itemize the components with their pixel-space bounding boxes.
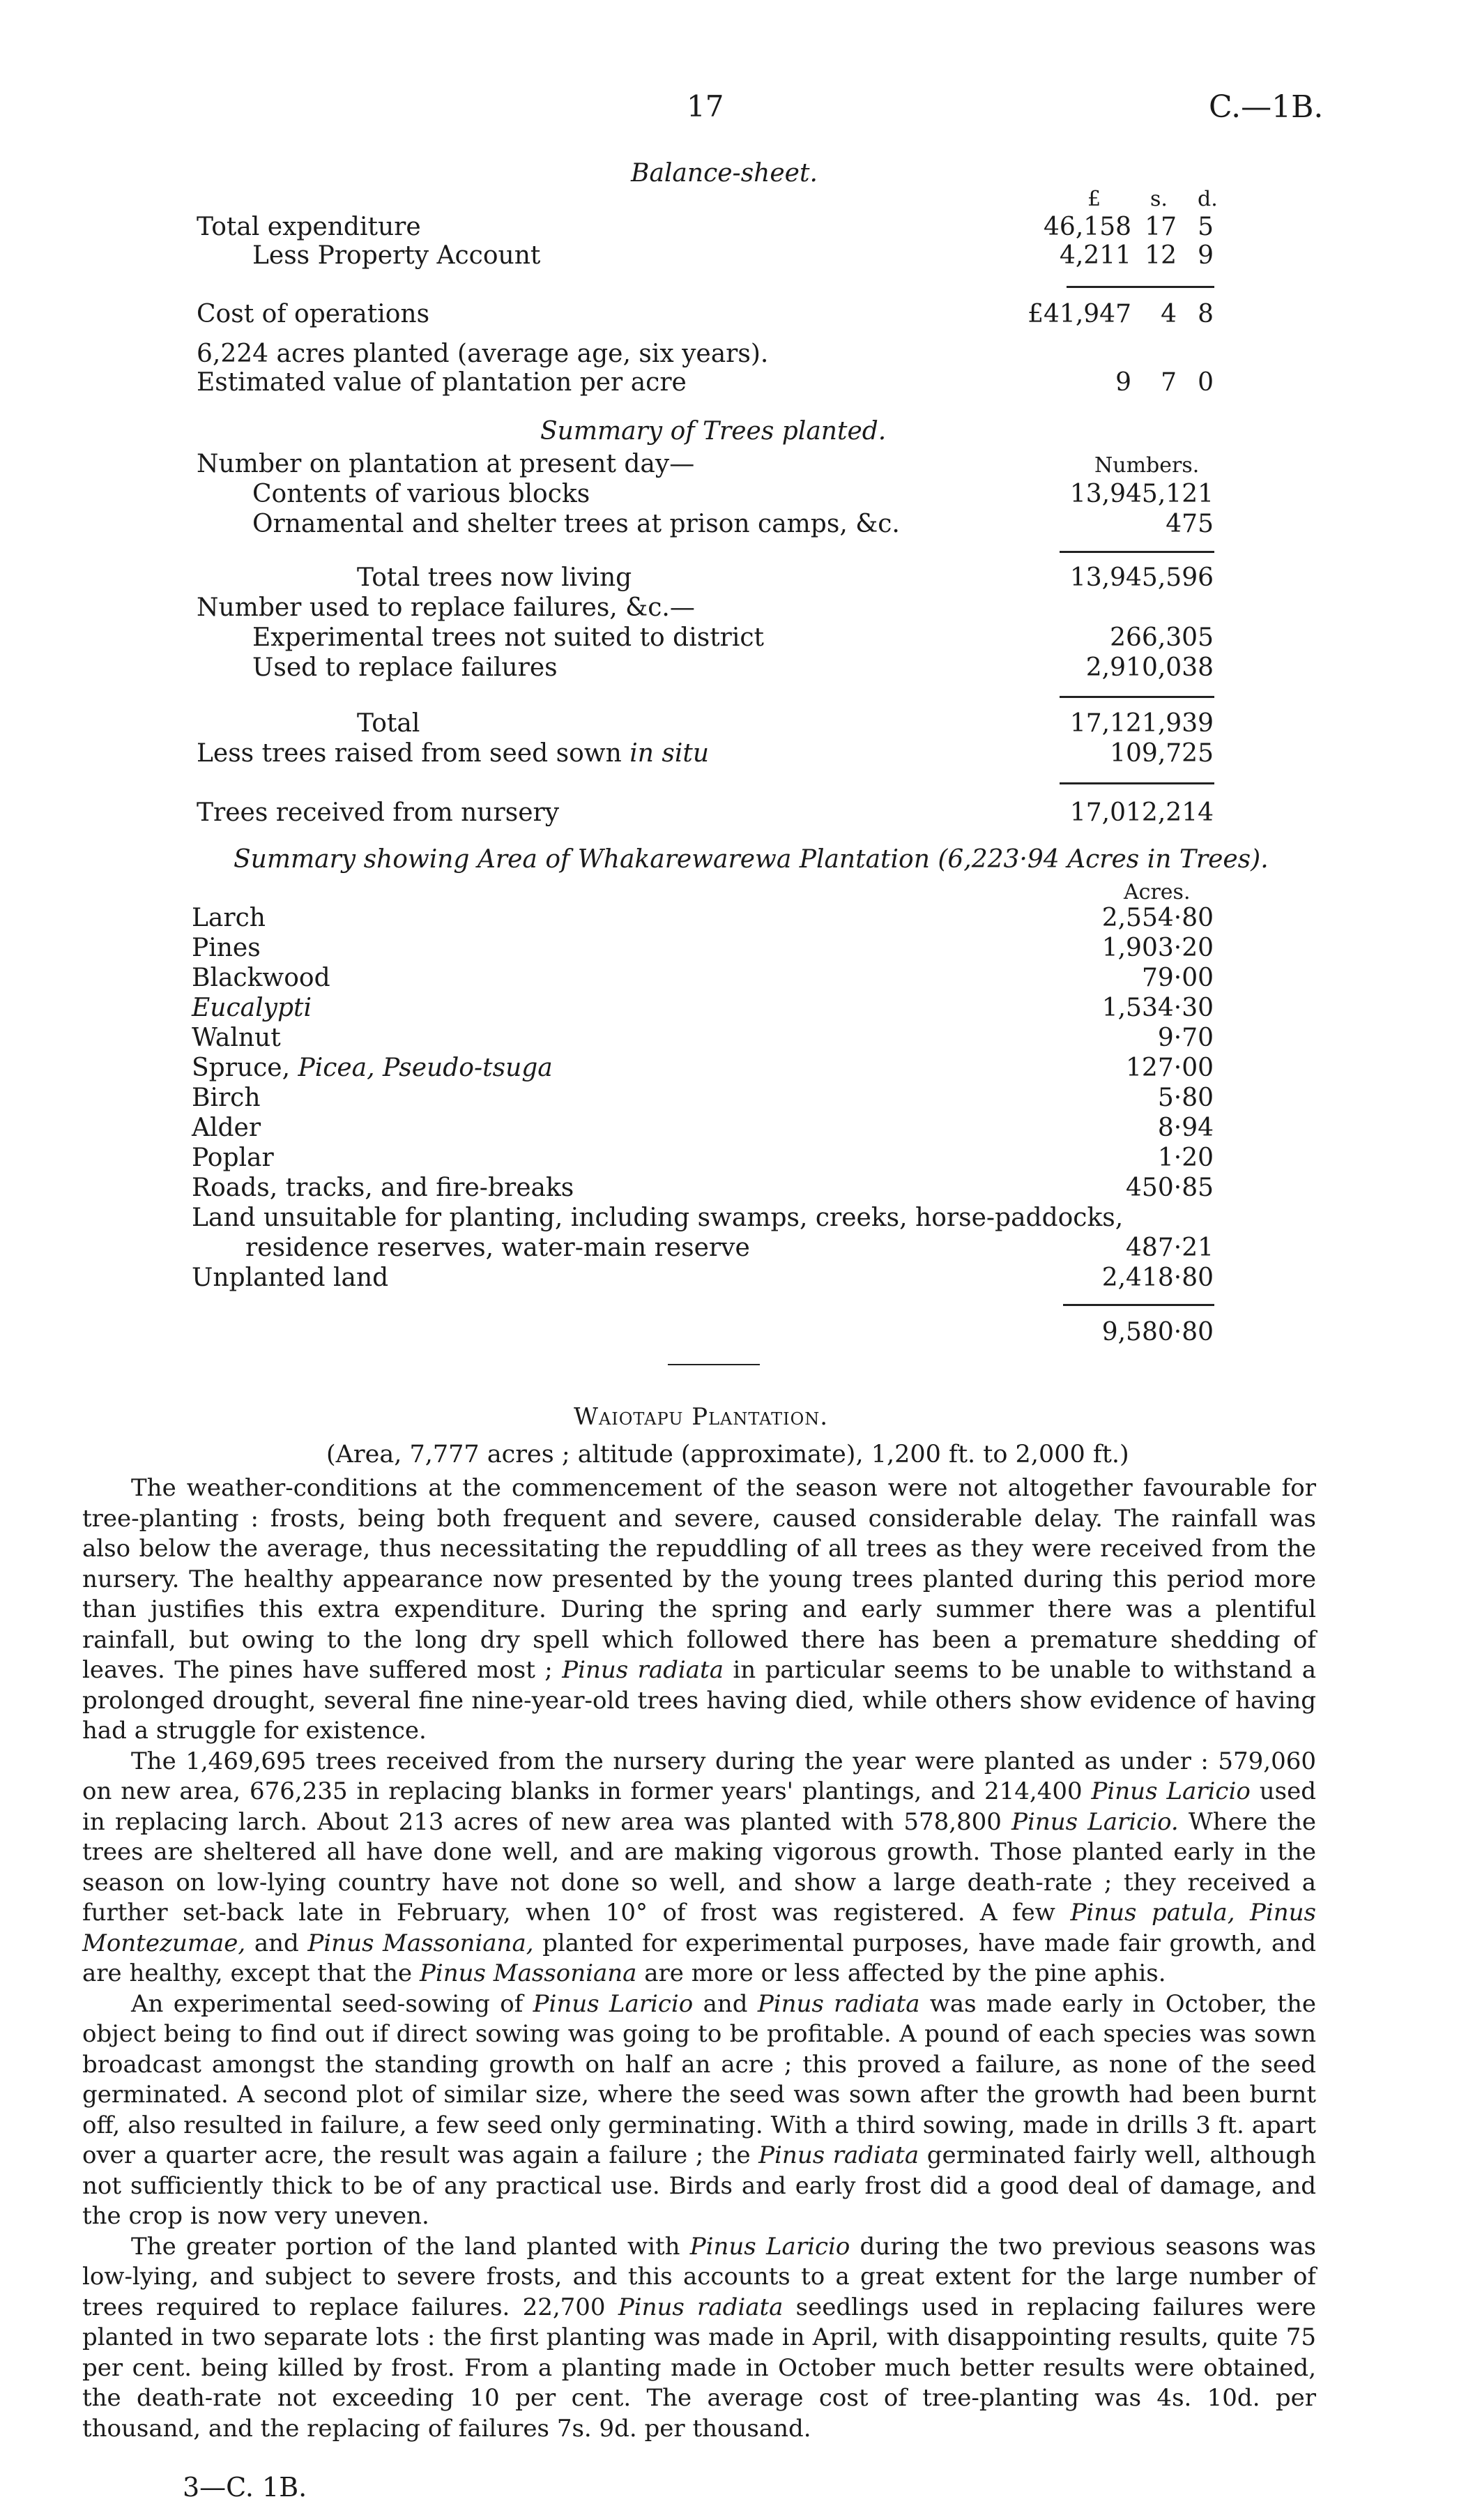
area-value-birch: 5·80 <box>1157 1084 1214 1112</box>
footer-signature: 3—C. 1B. <box>183 2472 307 2503</box>
document-reference: C.—1B. <box>1209 89 1324 125</box>
less-seed-value: 109,725 <box>1110 739 1214 768</box>
less-seed-label: Less trees raised from seed sown in situ <box>197 739 710 768</box>
total-expenditure-pence: 5 <box>1198 213 1214 241</box>
total-expenditure-label: Total expenditure <box>197 213 421 241</box>
ornamental-label: Ornamental and shelter trees at prison camps, &c. <box>252 510 900 538</box>
number-used-label: Number used to replace failures, &c.— <box>197 593 695 622</box>
contents-blocks-value: 13,945,121 <box>1069 480 1214 508</box>
ornamental-value: 475 <box>1166 510 1214 538</box>
less-property-pounds: 4,211 <box>1059 241 1131 270</box>
numbers-header: Numbers. <box>1094 453 1200 478</box>
page-number: 17 <box>687 89 724 123</box>
waiotapu-heading: Waiotapu Plantation. <box>574 1403 829 1431</box>
area-value-walnut: 9·70 <box>1157 1024 1214 1052</box>
area-row-birch: Birch <box>192 1084 261 1112</box>
area-total-rule <box>1063 1304 1214 1306</box>
estimated-value-shillings: 7 <box>1161 368 1177 397</box>
used-replace-label: Used to replace failures <box>252 653 558 682</box>
area-value-roads: 450·85 <box>1126 1174 1214 1202</box>
area-value-spruce: 127·00 <box>1126 1054 1214 1082</box>
shillings-header: s. <box>1150 187 1168 211</box>
trees-rule-3 <box>1060 782 1214 784</box>
experimental-label: Experimental trees not suited to district <box>252 623 765 652</box>
land-unsuitable-value: 487·21 <box>1126 1234 1214 1262</box>
pounds-header: £ <box>1087 187 1101 211</box>
area-value-poplar: 1·20 <box>1157 1144 1214 1172</box>
trees-total-value: 17,121,939 <box>1069 709 1214 738</box>
land-unsuitable-line-2: residence reserves, water-main reserve <box>245 1234 750 1262</box>
acres-header: Acres. <box>1124 880 1191 904</box>
trees-rule-2 <box>1060 696 1214 698</box>
number-on-plantation-label: Number on plantation at present day— <box>197 450 695 478</box>
experimental-value: 266,305 <box>1110 623 1214 652</box>
area-value-blackwood: 79·00 <box>1141 964 1214 992</box>
area-row-eucalypti: Eucalypti <box>192 994 312 1022</box>
used-replace-value: 2,910,038 <box>1085 653 1214 682</box>
unplanted-value: 2,418·80 <box>1101 1263 1214 1292</box>
unplanted-label: Unplanted land <box>192 1263 389 1292</box>
area-row-larch: Larch <box>192 904 266 932</box>
balance-rule <box>1067 286 1214 288</box>
area-value-alder: 8·94 <box>1157 1114 1214 1142</box>
acres-planted-line: 6,224 acres planted (average age, six years). <box>197 340 769 368</box>
estimated-value-pence: 0 <box>1198 368 1214 397</box>
cost-operations-pence: 8 <box>1198 300 1214 328</box>
area-value-larch: 2,554·80 <box>1101 904 1214 932</box>
area-total-value: 9,580·80 <box>1101 1318 1214 1346</box>
area-value-pines: 1,903·20 <box>1101 934 1214 962</box>
estimated-value-pounds: 9 <box>1115 368 1131 397</box>
total-expenditure-pounds: 46,158 <box>1044 213 1131 241</box>
total-expenditure-shillings: 17 <box>1145 213 1177 241</box>
area-row-blackwood: Blackwood <box>192 964 330 992</box>
contents-blocks-label: Contents of various blocks <box>252 480 590 508</box>
waiotapu-body <box>82 1473 1316 2444</box>
pence-header: d. <box>1198 187 1218 211</box>
area-row-walnut: Walnut <box>192 1024 281 1052</box>
area-row-poplar: Poplar <box>192 1144 274 1172</box>
waiotapu-subheading: (Area, 7,777 acres ; altitude (approximate), 1,200 ft. to 2,000 ft.) <box>326 1441 1129 1468</box>
total-living-value: 13,945,596 <box>1069 563 1214 592</box>
paragraph-weather: The weather-conditions at the commencement of the season were not altogether favourable for tree-planting : frosts, being both frequent and severe, caused considerable delay. The rainfall was also below the average, thus necessitating the repuddling of all trees as they were received from the nursery. The healthy appearance now presented by the young trees planted during this period more than justifies this extra expenditure. During the spring and early summer there was a plentiful rainfall, but owing to the long dry spell which followed there has been a premature shedding of leaves. The pines have suffered most ; Pinus radiata in particular seems to be unable to withstand a prolonged drought, several fine nine-year-old trees having died, while others show evidence of having had a struggle for existence. <box>82 1474 1317 1745</box>
balance-sheet-title: Balance-sheet. <box>631 159 818 188</box>
area-value-eucalypti: 1,534·30 <box>1101 994 1214 1022</box>
area-row-spruce: Spruce, Picea, Pseudo-tsuga <box>192 1054 553 1082</box>
estimated-value-label: Estimated value of plantation per acre <box>197 368 687 397</box>
received-label: Trees received from nursery <box>197 798 560 827</box>
received-value: 17,012,214 <box>1069 798 1214 827</box>
section-divider <box>668 1364 760 1365</box>
paragraph-seed-sowing: An experimental seed-sowing of Pinus Laricio and Pinus radiata was made early in October, the object being to find out if direct sowing was going to be profitable. A pound of each species was sown broadcast amongst the standing growth on half an acre ; this proved a failure, as none of the seed germinated. A second plot of similar size, where the seed was sown after the growth had been burnt off, also resulted in failure, a few seed only germinating. With a third sowing, made in drills 3 ft. apart over a quarter acre, the result was again a failure ; the Pinus radiata germinated fairly well, although not sufficiently thick to be of any practical use. Birds and early frost did a good deal of damage, and the crop is now very uneven. <box>82 1989 1317 2230</box>
total-living-label: Total trees now living <box>357 563 632 592</box>
paragraph-land-planted: The greater portion of the land planted with Pinus Laricio during the two previous seasons was low-lying, and subject to severe frosts, and this accounts to a great extent for the large number of trees required to replace failures. 22,700 Pinus radiata seedlings used in replacing failures were planted in two separate lots : the first planting was made in April, with disappointing results, quite 75 per cent. being killed by frost. From a planting made in October much better results were obtained, the death-rate not exceeding 10 per cent. The average cost of tree-planting was 4s. 10d. per thousand, and the replacing of failures 7s. 9d. per thousand. <box>82 2232 1316 2443</box>
cost-operations-label: Cost of operations <box>197 300 430 328</box>
paragraph-trees-received: The 1,469,695 trees received from the nursery during the year were planted as under : 579,060 on new area, 676,235 in replacing blanks in former years' plantings, and 214,400 Pinus Laricio used in replacing larch. About 213 acres of new area was planted with 578,800 Pinus Laricio. Where the trees are sheltered all have done well, and are making vigorous growth. Those planted early in the season on low-lying country have not done so well, and show a large death-rate ; they received a further set-back late in February, when 10° of frost was registered. A few Pinus patula, Pinus Montezumae, and Pinus Massoniana, planted for experimental purposes, have made fair growth, and are healthy, except that the Pinus Massoniana are more or less affected by the pine aphis. <box>82 1747 1317 1987</box>
less-property-label: Less Property Account <box>252 241 541 270</box>
area-row-roads: Roads, tracks, and fire-breaks <box>192 1174 574 1202</box>
trees-total-label: Total <box>357 709 420 738</box>
less-property-pence: 9 <box>1198 241 1214 270</box>
cost-operations-pounds: £41,947 <box>1028 300 1131 328</box>
area-row-alder: Alder <box>192 1114 261 1142</box>
trees-summary-title: Summary of Trees planted. <box>540 417 887 446</box>
area-summary-title: Summary showing Area of Whakarewarewa Plantation (6,223·94 Acres in Trees). <box>234 845 1269 874</box>
cost-operations-shillings: 4 <box>1161 300 1177 328</box>
less-property-shillings: 12 <box>1145 241 1177 270</box>
trees-rule-1 <box>1060 551 1214 553</box>
area-row-pines: Pines <box>192 934 261 962</box>
land-unsuitable-line-1: Land unsuitable for planting, including swamps, creeks, horse-paddocks, <box>192 1204 1124 1232</box>
